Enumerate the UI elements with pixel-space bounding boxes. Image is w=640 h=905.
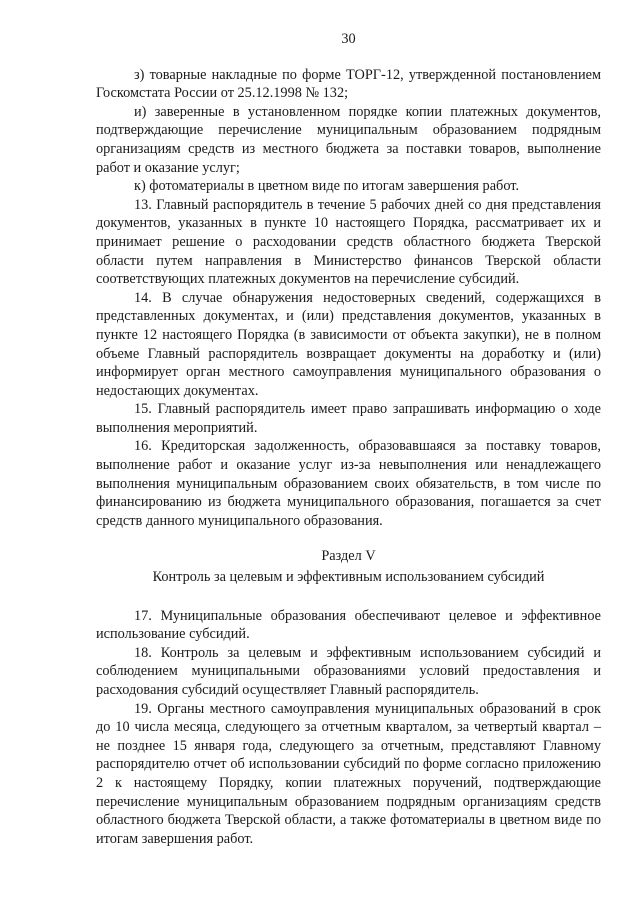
paragraph-i: и) заверенные в установленном порядке копии платежных документов, подтверждающие перечисление муниципальным образованием подрядным организациям средств из местного бюджета за поставки товаров, выполнение работ и оказание услуг; [96, 103, 601, 176]
paragraph-15: 15. Главный распорядитель имеет право запрашивать информацию о ходе выполнения мероприятий. [96, 401, 601, 436]
paragraph-k: к) фотоматериалы в цветном виде по итогам завершения работ. [134, 178, 520, 195]
paragraph-z: з) товарные накладные по форме ТОРГ-12, утвержденной постановлением Госкомстата России от 25.12.1998 № 132; [96, 66, 601, 102]
page-number: 30 [341, 31, 356, 47]
paragraph-13: 13. Главный распорядитель в течение 5 рабочих дней со дня представления документов, указанных в пункте 10 настоящего Порядка, рассматривает их и принимает решение о расходовании средств областного бюджета Тверской области путем направления в Министерство финансов Тверской области соответствующих платежных документов на перечисление субсидий. [96, 196, 601, 288]
section-spacer [96, 530, 601, 547]
paragraph-16: 16. Кредиторская задолженность, образовавшаяся за поставку товаров, выполнение работ и оказание услуг из-за невыполнения или ненадлежащего выполнения муниципальным образованием своих обязательств, в том числе по финансированию из бюджета муниципального образования, погашается за счет средств данного муниципального образования. [96, 438, 601, 529]
paragraph-14: 14. В случае обнаружения недостоверных сведений, содержащихся в представленных документах, и (или) представления документов, указанных в пункте 12 настоящего Порядка (в зависимости от объекта закупки), не в полном объеме Главный распорядитель возвращает документы на доработку и (или) информирует орган местного самоуправления муниципального образования о недостающих документах. [96, 289, 601, 399]
heading-spacer [96, 587, 601, 607]
section-label: Раздел V [321, 548, 376, 565]
section-heading: Контроль за целевым и эффективным использованием субсидий [152, 569, 545, 586]
document-page [96, 30, 601, 848]
paragraph-19: 19. Органы местного самоуправления муниципальных образований в срок до 10 числа месяца, следующего за отчетным кварталом, за четвертый квартал – не позднее 15 января года, следующего за отчетным, представляют Главному распорядителю отчет об использовании субсидий по форме согласно приложению 2 к настоящему Порядку, копии платежных поручений, подтверждающие перечисление муниципальным образованием подрядным организациям средств областного бюджета Тверской области, а также фотоматериалы в цветном виде по итогам завершения работ. [96, 700, 601, 847]
paragraph-17: 17. Муниципальные образования обеспечивают целевое и эффективное использование субсидий. [96, 607, 601, 643]
paragraph-18: 18. Контроль за целевым и эффективным использованием субсидий и соблюдением муниципальными образованиями условий предоставления и расходования субсидий осуществляет Главный распорядитель. [96, 644, 601, 698]
